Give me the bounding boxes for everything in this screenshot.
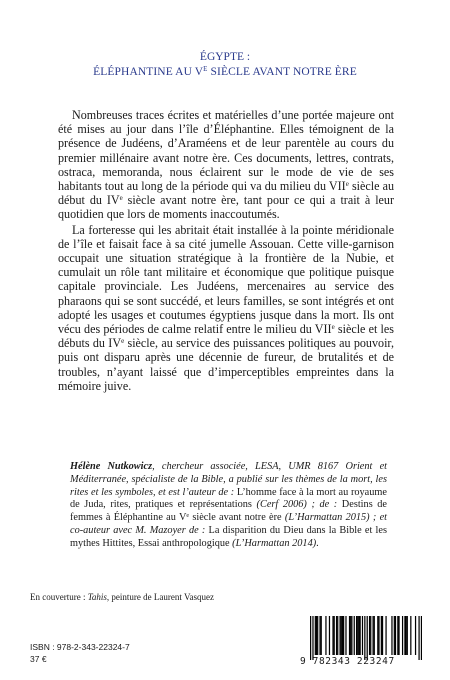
barcode-bar	[407, 616, 408, 655]
barcode-bar	[378, 616, 379, 655]
barcode-bar	[349, 616, 350, 655]
barcode-bar	[345, 616, 346, 655]
barcode-bar	[357, 616, 358, 655]
book-title-line-2: ÉLÉPHANTINE AU $V^E$ SIÈCLE AVANT NOTRE ÈRE	[93, 65, 357, 78]
barcode-bar	[372, 616, 373, 655]
barcode-bar	[415, 616, 416, 655]
barcode-bar	[317, 616, 318, 655]
barcode-bar	[339, 616, 340, 655]
price: 37 €	[30, 654, 47, 664]
barcode-bar	[367, 616, 368, 660]
barcode-bar	[362, 616, 363, 655]
book-title-line-1: ÉGYPTE :	[199, 51, 251, 63]
barcode-bar	[391, 616, 392, 655]
barcode-bar	[402, 616, 403, 655]
barcode-bar	[421, 616, 422, 660]
barcode-bar	[404, 616, 405, 655]
barcode-bar	[395, 616, 396, 655]
barcode-bar	[342, 616, 343, 655]
barcode-bar	[321, 616, 322, 655]
summary-paragraph-2: La forteresse qui les abritait était installée à la pointe méridionale de l’île et faisait face à sa cité jumelle Assouan. Cette ville-garnison occupait une situation stratégique à la frontière de la Nubie, et cumulait un rôle tant militaire et économique que politique puisque capitale provinciale. Les Judéens, mercenaires au service des pharaons qui se sont succédé, et leurs familles, se sont intégrés et ont adopté les usages et coutumes égyptiens jusque dans la mort. Ils ont vécu des périodes de calme relatif entre le milieu du VIIe siècle et les débuts du IVe siècle, au service des puissances politiques au pouvoir, puis ont disparu après une décennie de fureur, de brutalités et de troubles, n’ayant laissé que d’imperceptibles empreintes dans la mémoire juive.	[58, 222, 394, 393]
barcode-bar	[319, 616, 320, 655]
barcode-bar	[381, 616, 382, 655]
author-biography: Hélène Nutkowicz, chercheur associée, LESA, UMR 8167 Orient et Méditerranée, spécialiste de la Bible, a publié sur les thèmes de la mort, les rites et les symboles, et est l’auteur de : L’homme face à la mort au royaume de Juda, rites, pratiques et représentations (Cerf 2006) ; de : Destins de femmes à Éléphantine au Ve siècle avant notre ère (L’Harmattan 2015) ; et co-auteur avec M. Mazoyer de : La disparition du Dieu dans la Bible et les mythes Hittites, Essai anthropologique (L’Harmattan 2014).	[70, 461, 388, 549]
barcode-bar	[360, 616, 361, 655]
barcode-bar	[334, 616, 335, 655]
isbn: ISBN : 978-2-343-22324-7	[30, 642, 130, 652]
barcode-bar	[312, 616, 313, 660]
barcode-bar	[315, 616, 316, 655]
barcode	[300, 616, 426, 668]
back-cover-summary	[58, 108, 394, 393]
barcode-bar	[394, 616, 395, 655]
barcode-bar	[336, 616, 337, 655]
barcode-bar	[397, 616, 398, 655]
barcode-digits: 9 782343 223247	[300, 656, 395, 667]
barcode-bar	[310, 616, 311, 660]
barcode-bar	[341, 616, 342, 655]
barcode-bar	[343, 616, 344, 655]
summary-paragraph-1: Nombreuses traces écrites et matérielles d’une portée majeure ont été mises au jour dans l’île d’Éléphantine. Elles témoignent de la présence de Judéens, d’Araméens et de leur parentèle au cours du premier millénaire avant notre ère. Ces documents, lettres, contrats, ostraca, memoranda, nous éclairent sur le mode de vie de ses habitants tout au long de la période qui va du milieu du VIIe siècle au début du IVe siècle avant notre ère, tant pour ce qui a trait à leur quotidien que lors de moments inaccoutumés.	[58, 108, 395, 222]
barcode-bar	[405, 616, 406, 655]
barcode-bar	[410, 616, 411, 655]
barcode-bar	[325, 616, 326, 655]
barcode-bar	[385, 616, 386, 655]
barcode-bar	[418, 616, 419, 660]
barcode-bar	[374, 616, 375, 655]
cover-credit: En couverture : Tahis, peinture de Laurent Vasquez	[30, 592, 214, 602]
barcode-bars	[310, 616, 422, 660]
barcode-bar	[316, 616, 317, 655]
barcode-bar	[358, 616, 359, 655]
barcode-bar	[337, 616, 338, 655]
barcode-bar	[329, 616, 330, 655]
barcode-bar	[350, 616, 351, 655]
barcode-bar	[370, 616, 371, 655]
barcode-bar	[364, 616, 365, 660]
barcode-bar	[332, 616, 333, 655]
author-name: Hélène Nutkowicz	[70, 461, 153, 472]
barcode-bar	[382, 616, 383, 655]
barcode-bar	[377, 616, 378, 655]
barcode-bar	[369, 616, 370, 655]
barcode-bar	[354, 616, 355, 655]
barcode-bar	[356, 616, 357, 655]
barcode-bar	[398, 616, 399, 655]
barcode-bar	[351, 616, 352, 655]
